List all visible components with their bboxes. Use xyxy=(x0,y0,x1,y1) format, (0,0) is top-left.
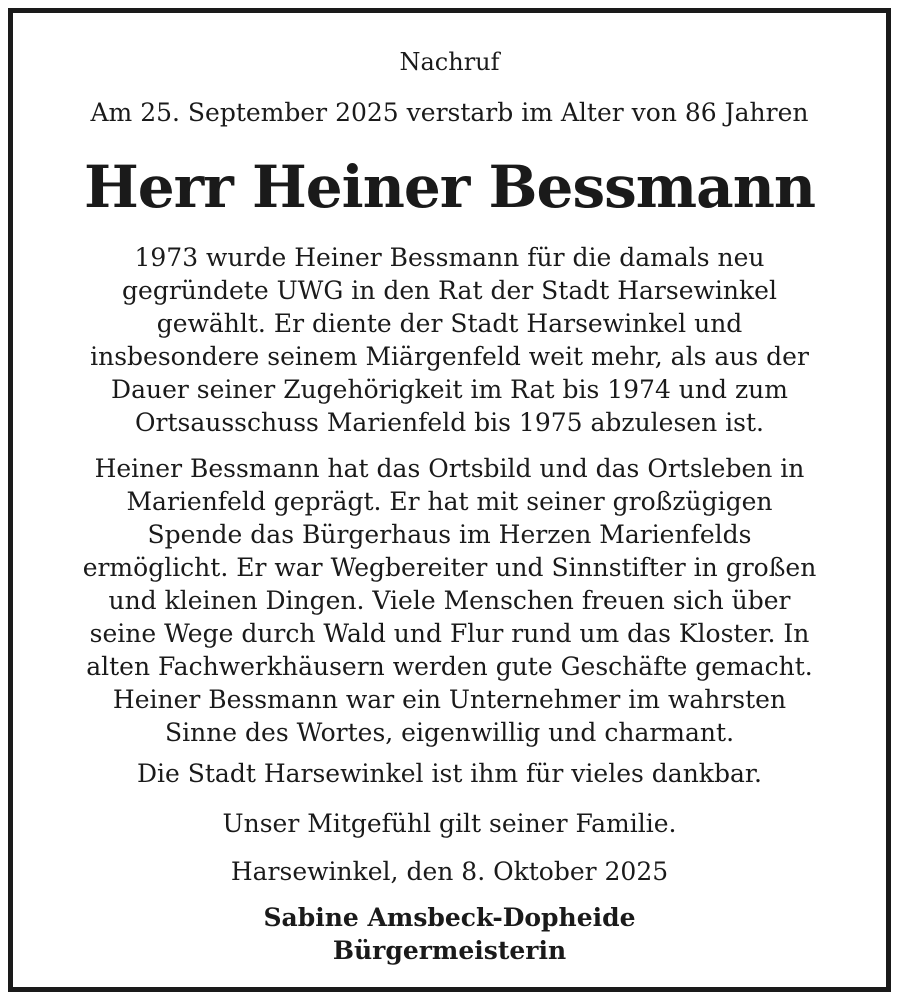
signature-name: Sabine Amsbeck-Dopheide xyxy=(263,903,636,932)
notice-subtitle: Am 25. September 2025 verstarb im Alter von 86 Jahren xyxy=(90,98,809,127)
signature-block xyxy=(13,901,886,967)
notice-frame xyxy=(8,8,891,992)
condolence-line: Unser Mitgefühl gilt seiner Familie. xyxy=(222,809,677,838)
text-line: Marienfeld geprägt. Er hat mit seiner großzügigen xyxy=(126,487,773,516)
paragraph-career xyxy=(13,241,886,439)
text-line: alten Fachwerkhäusern werden gute Geschäfte gemacht. xyxy=(86,652,813,681)
obituary-notice xyxy=(13,13,886,987)
text-line: seine Wege durch Wald und Flur rund um das Kloster. In xyxy=(89,619,810,648)
text-line: Ortsausschuss Marienfeld bis 1975 abzulesen ist. xyxy=(135,408,764,437)
gratitude-line: Die Stadt Harsewinkel ist ihm für vieles dankbar. xyxy=(136,759,763,788)
text-line: Dauer seiner Zugehörigkeit im Rat bis 1974 und zum xyxy=(111,375,788,404)
text-line: Spende das Bürgerhaus im Herzen Marienfelds xyxy=(147,520,752,549)
notice-heading: Nachruf xyxy=(399,48,500,76)
text-line: Heiner Bessmann war ein Unternehmer im wahrsten xyxy=(112,685,787,714)
paragraph-legacy xyxy=(13,452,886,749)
text-line: ermöglicht. Er war Wegbereiter und Sinnstifter in großen xyxy=(82,553,817,582)
text-line: 1973 wurde Heiner Bessmann für die damals neu xyxy=(134,243,765,272)
text-line: und kleinen Dingen. Viele Menschen freuen sich über xyxy=(108,586,791,615)
text-line: insbesondere seinem Miärgenfeld weit mehr, als aus der xyxy=(90,342,809,371)
deceased-name: Herr Heiner Bessmann xyxy=(83,153,816,221)
place-date: Harsewinkel, den 8. Oktober 2025 xyxy=(230,857,669,886)
text-line: Sinne des Wortes, eigenwillig und charmant. xyxy=(164,718,735,747)
text-line: gewählt. Er diente der Stadt Harsewinkel und xyxy=(156,309,743,338)
text-line: gegründete UWG in den Rat der Stadt Harsewinkel xyxy=(122,276,777,305)
signature-title: Bürgermeisterin xyxy=(332,936,567,965)
text-line: Heiner Bessmann hat das Ortsbild und das Ortsleben in xyxy=(94,454,805,483)
